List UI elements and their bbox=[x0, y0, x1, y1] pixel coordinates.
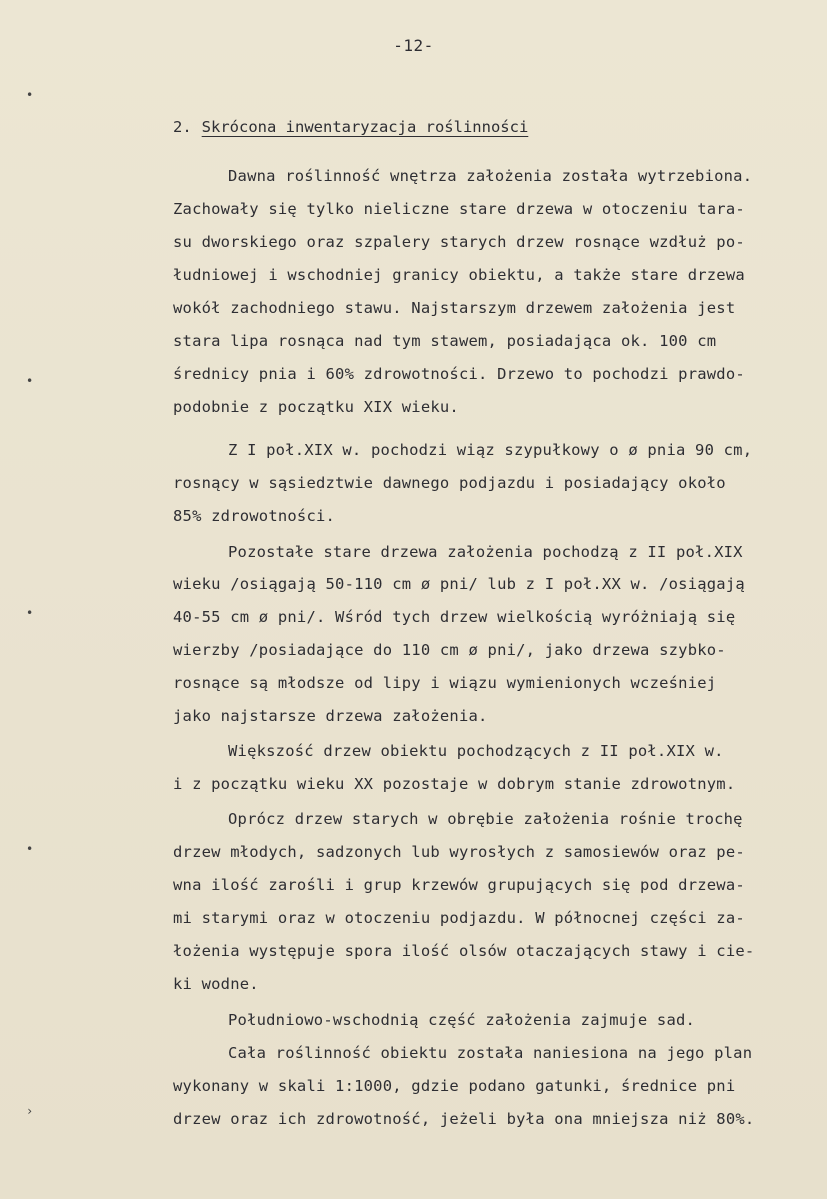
text-line: Pozostałe stare drzewa założenia pochodzą z II poł.XIX bbox=[228, 543, 743, 561]
margin-speck: • bbox=[26, 88, 34, 102]
text-line: ki wodne. bbox=[173, 975, 259, 993]
text-line: Południowo-wschodnią część założenia zajmuje sad. bbox=[228, 1011, 696, 1029]
text-line: drzew młodych, sadzonych lub wyrosłych z samosiewów oraz pe- bbox=[173, 843, 745, 861]
margin-speck: • bbox=[26, 842, 34, 856]
text-line: Większość drzew obiektu pochodzących z II poł.XIX w. bbox=[228, 742, 724, 760]
text-line: łożenia występuje spora ilość olsów otaczających stawy i cie- bbox=[173, 942, 755, 960]
text-line: 40-55 cm ø pni/. Wśród tych drzew wielkością wyróżniają się bbox=[173, 608, 736, 626]
text-line: Dawna roślinność wnętrza założenia została wytrzebiona. bbox=[228, 167, 753, 185]
text-line: wykonany w skali 1:1000, gdzie podano gatunki, średnice pni bbox=[173, 1077, 736, 1095]
section-number: 2. bbox=[173, 118, 192, 136]
text-line: wierzby /posiadające do 110 cm ø pni/, jako drzewa szybko- bbox=[173, 641, 726, 659]
section-title: Skrócona inwentaryzacja roślinności bbox=[201, 118, 529, 136]
text-line: su dworskiego oraz szpalery starych drzew rosnące wzdłuż po- bbox=[173, 233, 745, 251]
text-line: średnicy pnia i 60% zdrowotności. Drzewo to pochodzi prawdo- bbox=[173, 365, 745, 383]
text-line: Zachowały się tylko nieliczne stare drzewa w otoczeniu tara- bbox=[173, 200, 745, 218]
text-line: wokół zachodniego stawu. Najstarszym drzewem założenia jest bbox=[173, 299, 736, 317]
text-line: rosnący w sąsiedztwie dawnego podjazdu i posiadający około bbox=[173, 474, 726, 492]
text-line: podobnie z początku XIX wieku. bbox=[173, 398, 459, 416]
margin-speck: › bbox=[26, 1104, 34, 1118]
text-line: i z początku wieku XX pozostaje w dobrym stanie zdrowotnym. bbox=[173, 775, 736, 793]
text-line: stara lipa rosnąca nad tym stawem, posiadająca ok. 100 cm bbox=[173, 332, 717, 350]
text-line: Cała roślinność obiektu została naniesiona na jego plan bbox=[228, 1044, 753, 1062]
text-line: 85% zdrowotności. bbox=[173, 507, 336, 525]
text-line: Z I poł.XIX w. pochodzi wiąz szypułkowy o ø pnia 90 cm, bbox=[228, 441, 753, 459]
text-line: łudniowej i wschodniej granicy obiektu, a także stare drzewa bbox=[173, 266, 745, 284]
text-line: wna ilość zarośli i grup krzewów grupujących się pod drzewa- bbox=[173, 876, 745, 894]
text-line: jako najstarsze drzewa założenia. bbox=[173, 707, 488, 725]
margin-speck: • bbox=[26, 606, 34, 620]
text-line: wieku /osiągają 50-110 cm ø pni/ lub z I poł.XX w. /osiągają bbox=[173, 575, 745, 593]
page-number: -12- bbox=[393, 36, 434, 55]
margin-speck: • bbox=[26, 374, 34, 388]
text-line: drzew oraz ich zdrowotność, jeżeli była ona mniejsza niż 80%. bbox=[173, 1110, 755, 1128]
text-line: Oprócz drzew starych w obrębie założenia rośnie trochę bbox=[228, 810, 743, 828]
section-heading bbox=[173, 118, 528, 136]
text-line: rosnące są młodsze od lipy i wiązu wymienionych wcześniej bbox=[173, 674, 717, 692]
text-line: mi starymi oraz w otoczeniu podjazdu. W północnej części za- bbox=[173, 909, 745, 927]
